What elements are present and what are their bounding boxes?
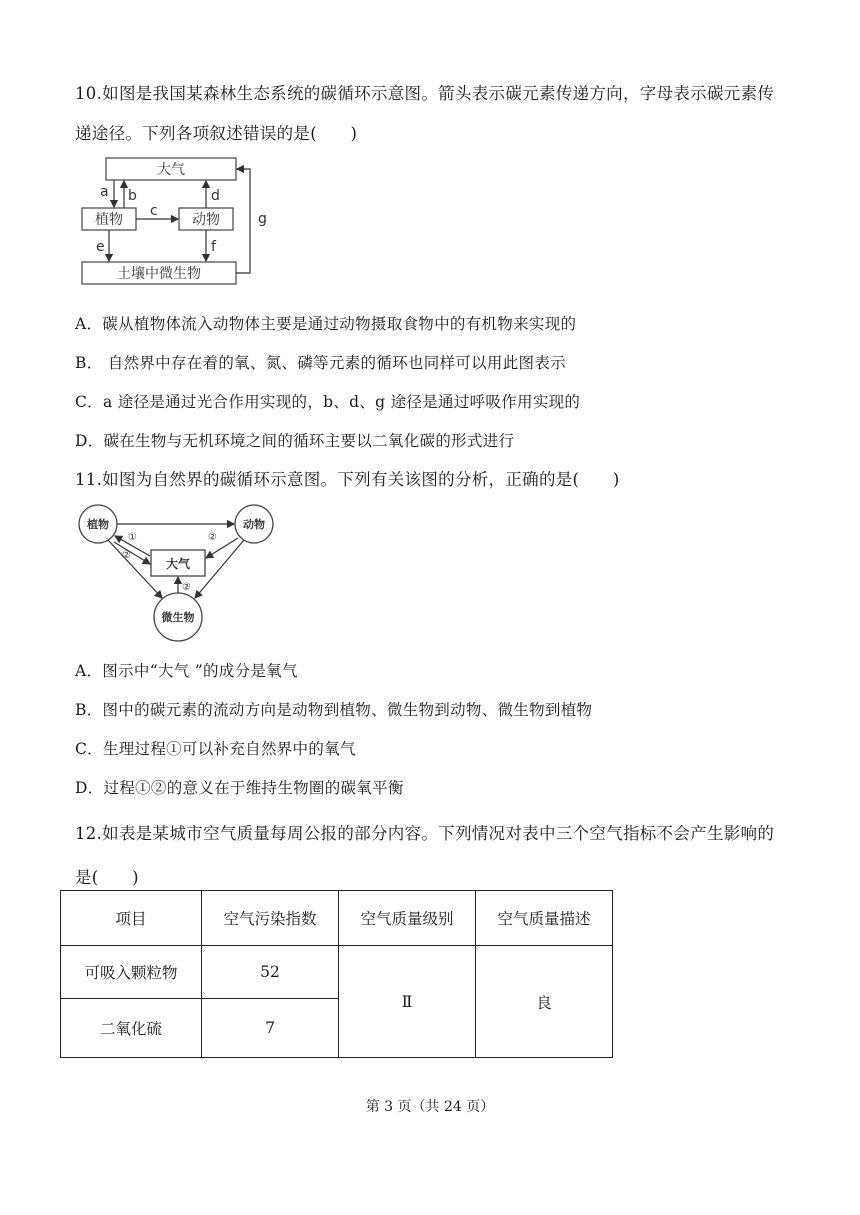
q12-stem-line2: 是( ) (75, 868, 139, 887)
q10-option-b: B． 自然界中存在着的氧、氮、磷等元素的循环也同样可以用此图表示 (75, 354, 566, 372)
q11-carbon-cycle-diagram (72, 500, 292, 650)
q10-stem-line2: 递途径。下列各项叙述错误的是( ) (75, 124, 358, 143)
table-cell-description: 良 (476, 946, 613, 1058)
q11-atmosphere-label: 大气 (165, 557, 191, 571)
q10-plant-label: 植物 (95, 212, 123, 228)
q10-label-b: b (128, 188, 137, 204)
q10-label-e: e (96, 239, 105, 255)
table-header-row (61, 891, 613, 946)
q11-option-a: A．图示中“大气 ”的成分是氧气 (75, 662, 298, 680)
table-row (61, 946, 613, 999)
q11-mark-2-right: ② (208, 532, 217, 543)
q10-atmosphere-label: 大气 (157, 162, 185, 178)
q11-mark-2-bottom: ② (182, 582, 191, 593)
q11-animal-label: 动物 (243, 518, 265, 531)
q11-plant-label: 植物 (87, 518, 109, 531)
table-header-cell: 空气质量级别 (339, 891, 476, 946)
q11-arrow-animal-microbes (195, 540, 244, 598)
table-cell-index: 52 (202, 946, 339, 999)
table-cell-level: Ⅱ (339, 946, 476, 1058)
q11-mark-2-left: ② (122, 550, 131, 561)
q10-label-g: g (258, 211, 267, 227)
q10-animal-label: 动物 (192, 212, 220, 228)
q10-option-c: C．a 途径是通过光合作用实现的，b、d、g 途径是通过呼吸作用实现的 (75, 393, 581, 411)
q10-arrow-g (236, 169, 250, 273)
table-header-cell: 空气污染指数 (202, 891, 339, 946)
q11-arrow-plant-microbes (108, 540, 162, 598)
q10-carbon-cycle-diagram (72, 150, 302, 290)
q10-option-d: D．碳在生物与无机环境之间的循环主要以二氧化碳的形式进行 (75, 432, 515, 450)
q11-microbes-label: 微生物 (161, 611, 195, 624)
q12-stem-line1: 12.如表是某城市空气质量每周公报的部分内容。下列情况对表中三个空气指标不会产生影响的 (75, 824, 775, 843)
q11-option-d: D．过程①②的意义在于维持生物圈的碳氧平衡 (75, 779, 404, 797)
q10-label-f: f (211, 239, 216, 255)
page-footer: 第 3 页（共 24 页） (365, 1099, 495, 1115)
q10-label-a: a (100, 184, 109, 200)
table-cell-item: 可吸入颗粒物 (61, 946, 202, 999)
q11-option-b: B．图中的碳元素的流动方向是动物到植物、微生物到动物、微生物到植物 (75, 701, 593, 719)
q11-option-c: C．生理过程①可以补充自然界中的氧气 (75, 740, 356, 758)
q10-label-c: c (150, 203, 158, 219)
q10-stem-line1: 10.如图是我国某森林生态系统的碳循环示意图。箭头表示碳元素传递方向，字母表示碳元素传 (75, 84, 775, 103)
table-header-cell: 项目 (61, 891, 202, 946)
table-cell-index: 7 (202, 999, 339, 1058)
q10-option-a: A．碳从植物体流入动物体主要是通过动物摄取食物中的有机物来实现的 (75, 315, 577, 333)
q10-soil-microbes-label: 土壤中微生物 (117, 266, 201, 282)
q10-label-d: d (211, 188, 220, 204)
q11-stem: 11.如图为自然界的碳循环示意图。下列有关该图的分析，正确的是( ) (75, 470, 620, 489)
q11-mark-1: ① (128, 532, 137, 543)
table-header-cell: 空气质量描述 (476, 891, 613, 946)
table-cell-item: 二氧化硫 (61, 999, 202, 1058)
q12-air-quality-table (60, 890, 613, 1058)
